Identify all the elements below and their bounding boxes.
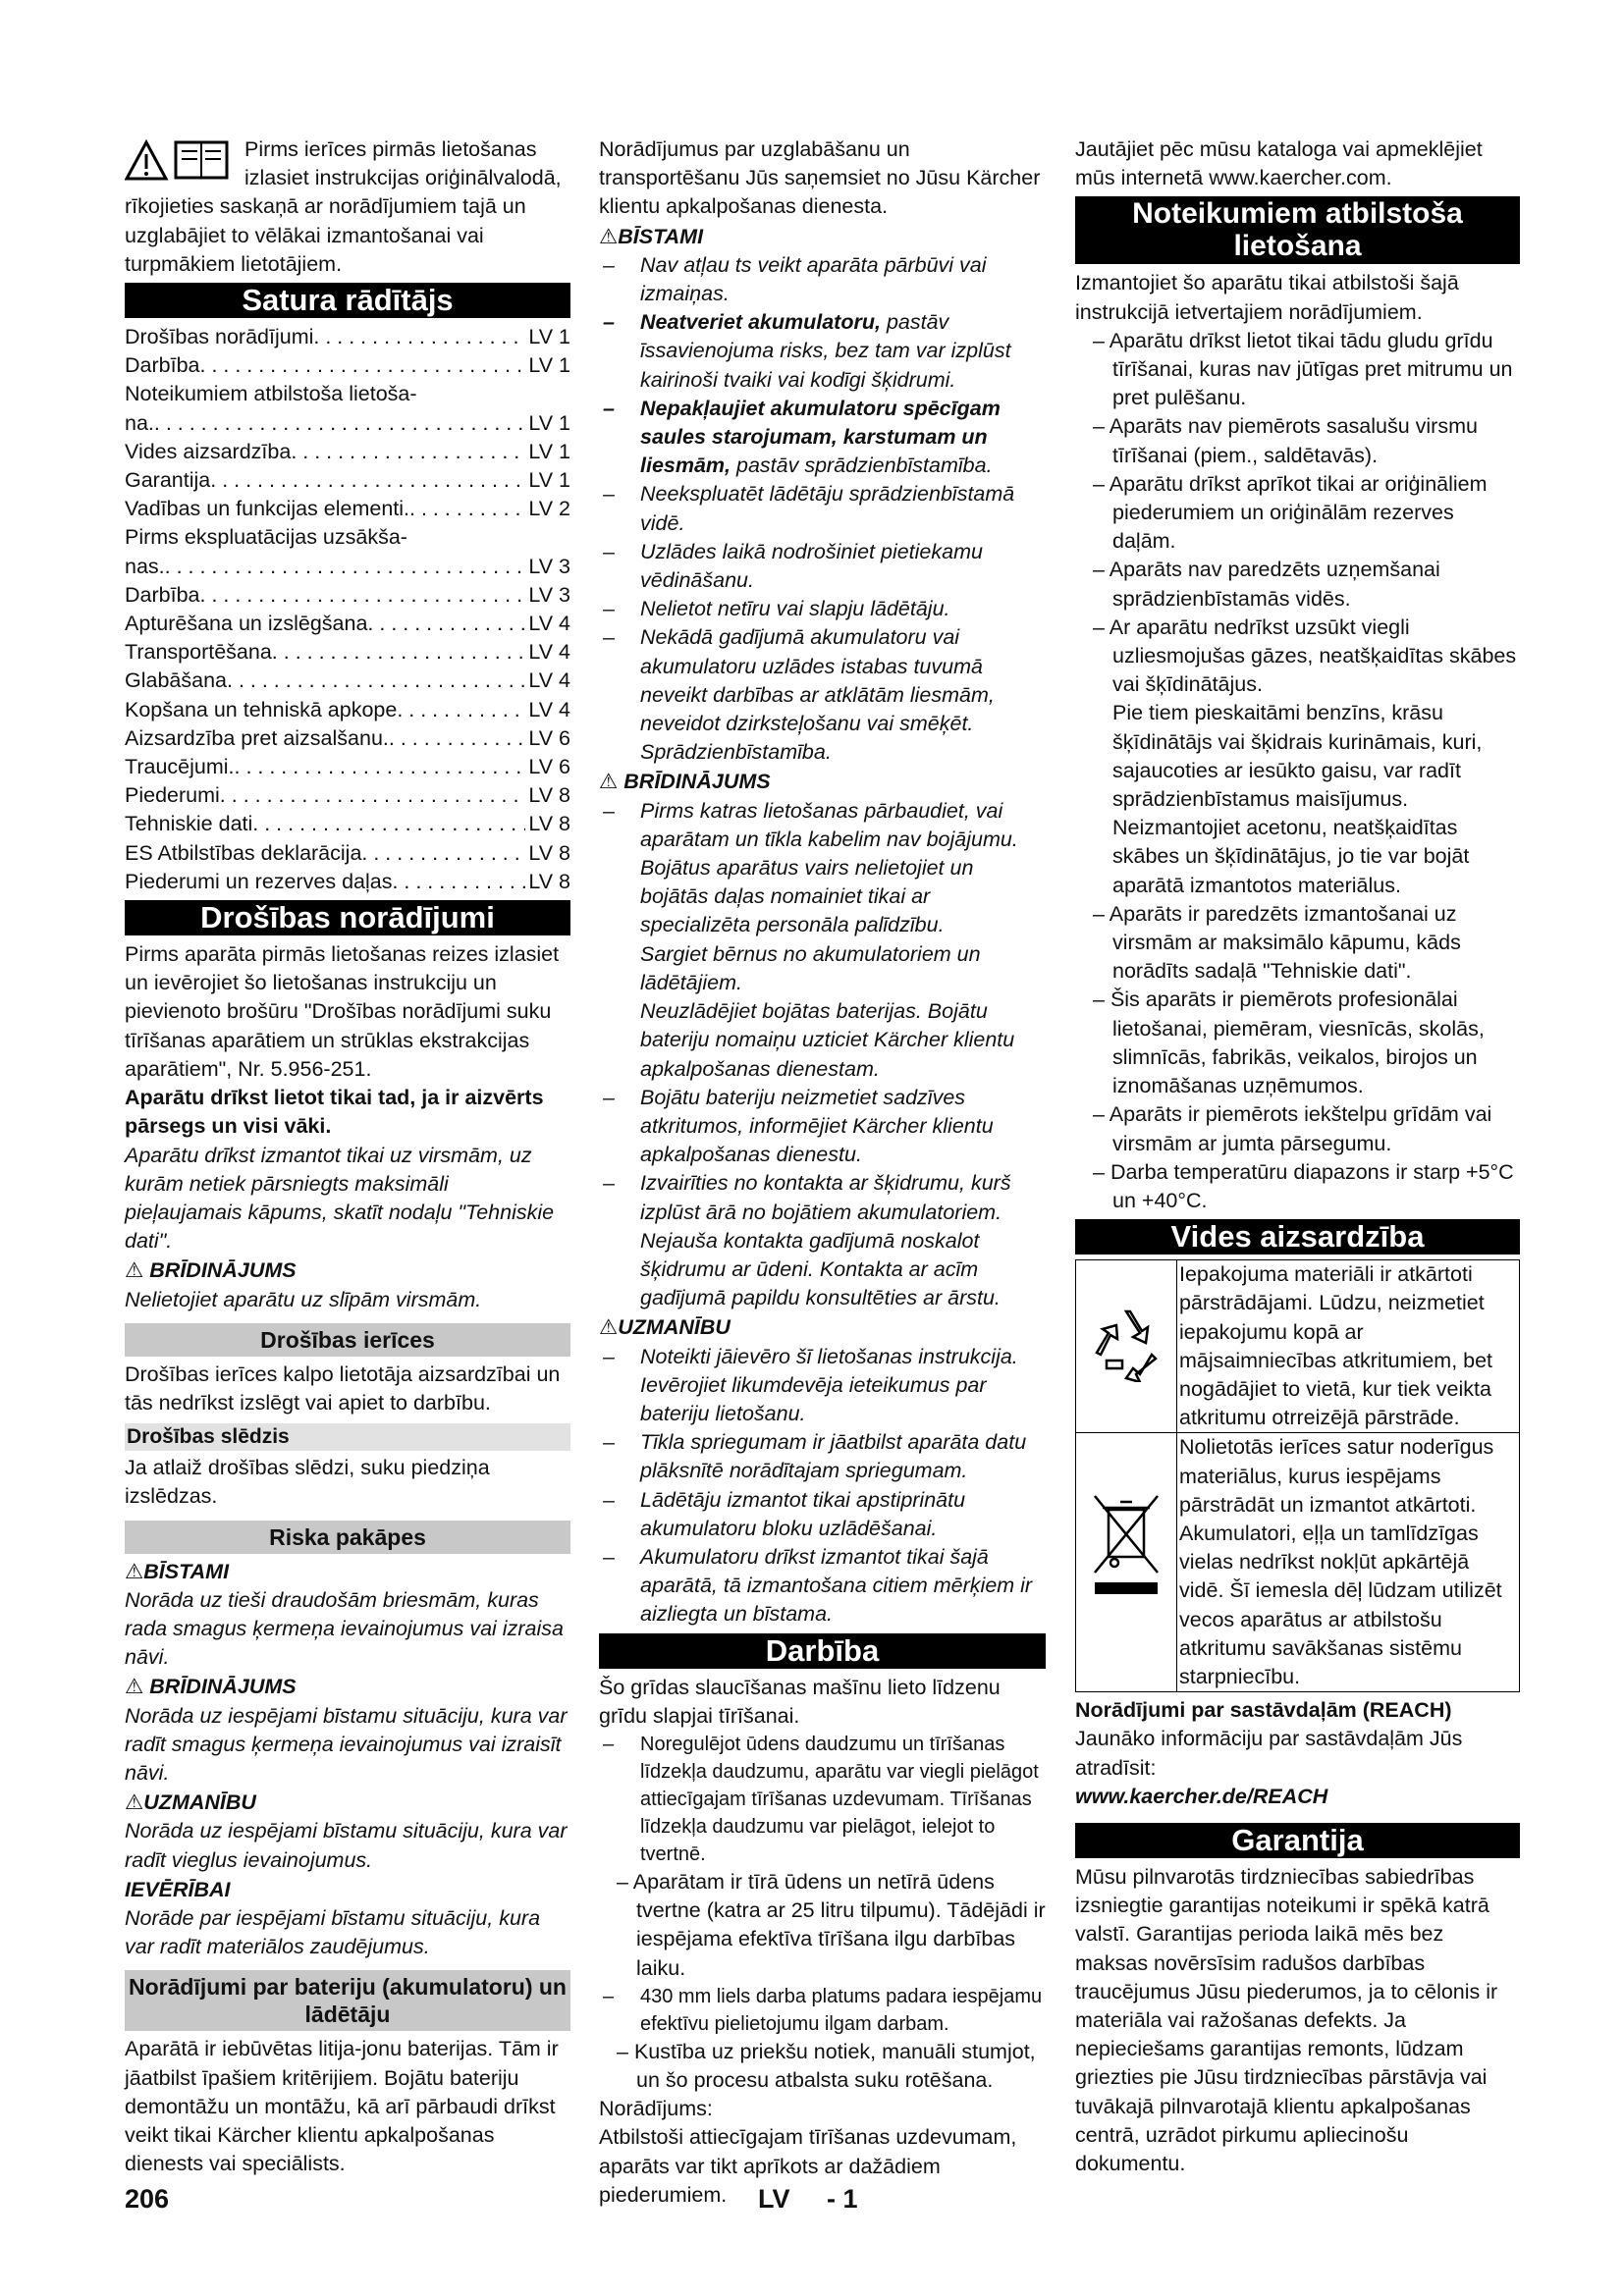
toc-item-label: Pirms ekspluatācijas uzsākša- bbox=[125, 525, 407, 550]
safety-paragraph: Pirms aparāta pirmās lietošanas reizes izlasiet un ievērojiet šo lietošanas instrukciju un pievienoto brošūru "Drošības norādījumi suku tīrīšanas aparātiem un strūklas ekstrakcijas aparātiem", Nr. 5.956-251. bbox=[125, 942, 560, 1081]
list-item: – Neekspluatēt lādētāju sprādzienbīstamā vidē. bbox=[599, 480, 1046, 537]
toc-item-page: LV 1 bbox=[528, 353, 570, 378]
list-item: – Izvairīties no kontakta ar šķidrumu, kurš izplūst ārā no bojātiem akumulatoriem. Nejauša kontakta gadījumā noskalot šķidrumu ar ūdeni. Kontakta ar acīm gadījumā papildu konsultēties ar ārstu. bbox=[599, 1169, 1046, 1312]
toc-dot-leader bbox=[200, 581, 526, 610]
toc-item-page: LV 4 bbox=[528, 697, 570, 721]
toc-item-page: LV 4 bbox=[528, 668, 570, 693]
toc-title: Satura rādītājs bbox=[125, 283, 570, 318]
toc-item-label: Drošības norādījumi bbox=[125, 325, 314, 349]
list-item: – Tīkla spriegumam ir jāatbilst aparāta datu plāksnītē norādītajam spriegumam. bbox=[599, 1428, 1046, 1485]
list-item bbox=[599, 308, 1046, 395]
toc-item-page: LV 8 bbox=[528, 840, 570, 865]
caution-signal: ⚠UZMANĪBU bbox=[599, 1315, 731, 1340]
toc-dot-leader bbox=[392, 868, 525, 896]
toc-item-page: LV 1 bbox=[528, 325, 570, 349]
list-item: – 430 mm liels darba platums padara iespējamu efektīvu pielietojumu ilgam darbam. bbox=[599, 1983, 1046, 2038]
operation-text: Šo grīdas slaucīšanas mašīnu lieto līdzenu grīdu slapjai tīrīšanai. bbox=[599, 1675, 1001, 1728]
page-number: 206 bbox=[125, 2184, 170, 2214]
danger-text: Norāda uz tieši draudošām briesmām, kuras rada smagus ķermeņa ievainojumus vai izraisa nāvi. bbox=[125, 1587, 564, 1670]
crossed-bin-icon bbox=[1076, 1433, 1177, 1692]
toc-item-label: nas. bbox=[125, 554, 165, 578]
toc-item-label: Piederumi un rezerves daļas bbox=[125, 869, 393, 893]
warning-triangle-icon: ⚠ bbox=[125, 1258, 144, 1283]
warning-triangle-icon: ⚠ bbox=[125, 1790, 144, 1815]
toc-item-page: LV 2 bbox=[528, 497, 570, 521]
operation-list bbox=[599, 1731, 1046, 1868]
toc-item[interactable] bbox=[125, 868, 570, 896]
toc-item-page: LV 1 bbox=[528, 468, 570, 493]
safety-slope-note: Aparātu drīkst izmantot tikai uz virsmām, uz kurām netiek pārsniegts maksimāli pieļaujamais kāpums, skatīt nodaļu "Tehniskie dati". bbox=[125, 1143, 555, 1254]
operation-title: Darbība bbox=[599, 1633, 1046, 1669]
toc-item-label: Vides aizsardzība bbox=[125, 439, 292, 463]
toc-item-page: LV 3 bbox=[528, 582, 570, 607]
list-item: – Nekādā gadījumā akumulatoru vai akumulatoru uzlādes istabas tuvumā neveikt darbības ar atklātām liesmām, neveidot dzirksteļošanu vai smēķēt. Sprādzienbīstamība. bbox=[599, 623, 1046, 767]
column-middle bbox=[599, 135, 1046, 2210]
note-text: Atbilstoši attiecīgajam tīrīšanas uzdevumam, aparāts var tikt aprīkots ar dažādiem piederumiem. bbox=[599, 2125, 1017, 2207]
battery-text: Aparātā ir iebūvētas litija-jonu baterijas. Tām ir jāatbilst īpašiem kritērijiem. Bojātu bateriju demontāžu un montāžu, kā arī pārbaudi drīkst veikt tikai Kärcher klientu apkalpošanas dienests vai speciālists. bbox=[125, 2037, 559, 2176]
warning-triangle-icon: ⚠ bbox=[599, 224, 619, 248]
list-item: – Pirms katras lietošanas pārbaudiet, vai aparātam un tīkla kabelim nav bojājumu. Bojātus aparātus vairs nelietojiet un bojātās daļas nomainiet tikai ar specializēta personāla palīdzību. bbox=[599, 797, 1046, 940]
warranty-title: Garantija bbox=[1075, 1823, 1520, 1858]
toc-item[interactable] bbox=[125, 753, 570, 781]
safety-cover-note: Aparātu drīkst lietot tikai tad, ja ir aizvērts pārsegs un visi vāki. bbox=[125, 1086, 544, 1139]
safety-devices-title: Drošības ierīces bbox=[125, 1323, 570, 1357]
toc-item-label: na. bbox=[125, 410, 154, 435]
catalog-note: Jautājiet pēc mūsu kataloga vai apmeklējiet mūs internetā www.kaercher.com. bbox=[1075, 137, 1483, 190]
toc-item-page: LV 1 bbox=[528, 410, 570, 435]
toc-item[interactable] bbox=[125, 610, 570, 638]
toc-item[interactable] bbox=[125, 495, 570, 523]
list-item: – Lādētāju izmantot tikai apstiprinātu akumulatoru bloku uzlādēšanai. bbox=[599, 1486, 1046, 1543]
toc-item-page: LV 8 bbox=[528, 783, 570, 808]
toc-item-label: Vadības un funkcijas elementi. bbox=[125, 497, 410, 521]
toc-dot-leader bbox=[235, 753, 526, 781]
list-item: – Aparātu drīkst aprīkot tikai ar oriģināliem piederumiem un oriģinālām rezerves daļām. bbox=[1075, 470, 1520, 557]
list-item: – Aparāts ir piemērots iekštelpu grīdām vai virsmām ar jumta pārsegumu. bbox=[1075, 1100, 1520, 1157]
list-item: – Nelietot netīru vai slapju lādētāju. bbox=[599, 595, 1046, 623]
intro-block bbox=[125, 135, 570, 279]
environment-title: Vides aizsardzība bbox=[1075, 1219, 1520, 1255]
list-item: – Bojātu bateriju neizmetiet sadzīves atkritumos, informējiet Kärcher klientu apkalpošanas dienestu. bbox=[599, 1084, 1046, 1170]
toc-item-page: LV 1 bbox=[528, 439, 570, 463]
safety-devices-text: Drošības ierīces kalpo lietotāja aizsardzībai un tās nedrīkst izslēgt vai apiet to darbību. bbox=[125, 1362, 561, 1415]
toc-dot-leader bbox=[200, 351, 526, 380]
reach-text: Jaunāko informāciju par sastāvdaļām Jūs atradīsit: bbox=[1075, 1727, 1463, 1780]
toc-item-label: Noteikumiem atbilstoša lietoša- bbox=[125, 382, 417, 406]
toc-item[interactable] bbox=[125, 380, 570, 408]
column-right bbox=[1075, 135, 1520, 2178]
toc-item-label: Transportēšana bbox=[125, 640, 272, 665]
toc-item-label: Piederumi bbox=[125, 783, 220, 808]
toc-item-label: Darbība bbox=[125, 353, 200, 378]
toc-item-label: ES Atbilstības deklarācija bbox=[125, 840, 362, 865]
toc-item-label: Garantija bbox=[125, 468, 211, 493]
list-item: – Uzlādes laikā nodrošiniet pietiekamu vēdināšanu. bbox=[599, 538, 1046, 595]
warning-signal: ⚠ BRĪDINĀJUMS bbox=[125, 1258, 297, 1283]
column-left bbox=[125, 135, 570, 2178]
toc-dot-leader bbox=[272, 638, 526, 667]
toc-item-label: Kopšana un tehniskā apkope bbox=[125, 697, 398, 721]
caution-list bbox=[599, 1343, 1046, 1629]
toc-item[interactable] bbox=[125, 581, 570, 610]
list-item-continued: Sargiet bērnus no akumulatoriem un lādētājiem. bbox=[640, 941, 981, 994]
warning-manual-icon bbox=[125, 139, 239, 183]
toc-item[interactable] bbox=[125, 523, 570, 552]
recycle-icon bbox=[1076, 1260, 1177, 1433]
list-item: – Kustība uz priekšu notiek, manuāli stumjot, un šo procesu atbalsta suku rotēšana. bbox=[599, 2038, 1046, 2095]
packaging-text: Iepakojuma materiāli ir atkārtoti pārstrādājami. Lūdzu, neizmetiet iepakojumu kopā ar mājsaimniecības atkritumiem, bet nogādājiet to vietā, kur tiek veikta atkritumu otrreizējā pārstrāde. bbox=[1177, 1260, 1520, 1433]
toc-item-label: Darbība bbox=[125, 582, 200, 607]
safety-switch-text: Ja atlaiž drošības slēdzi, suku piedziņa izslēdzas. bbox=[125, 1456, 490, 1509]
proper-use-list bbox=[1075, 327, 1520, 700]
list-item: – Aparātu drīkst lietot tikai tādu gludu grīdu tīrīšanai, kuras nav jūtīgas pret mitrumu un pret pulēšanu. bbox=[1075, 327, 1520, 413]
toc-dot-leader bbox=[397, 696, 525, 724]
toc-item[interactable] bbox=[125, 667, 570, 695]
toc-item[interactable] bbox=[125, 553, 570, 581]
toc-item-label: Traucējumi. bbox=[125, 755, 235, 779]
operation-list bbox=[599, 2038, 1046, 2095]
warning-signal: ⚠ BRĪDINĀJUMS bbox=[599, 770, 771, 794]
list-item-continued: Pie tiem pieskaitāmi benzīns, krāsu šķīdinātājs vai šķidrais kurināmais, kuri, sajaucoties ar iesūkto gaisu, var radīt sprādzienbīstamus maisījumus. Neizmantojiet acetonu, neatšķaidītas skābes un šķīdinātājus, jo tie var bojāt aparātā izmantotos materiālus. bbox=[1112, 701, 1483, 897]
warning-triangle-icon: ⚠ bbox=[125, 1559, 144, 1583]
toc-item-label: Tehniskie dati bbox=[125, 812, 253, 836]
warranty-text: Mūsu pilnvarotās tirdzniecības sabiedrības izsniegtie garantijas noteikumi ir spēkā katrā valstī. Garantijas perioda laikā mēs bez maksas novērsīsim radušos darbības traucējumus Jūsu piederumos, ja to cēlonis ir materiāla vai ražošanas defekts. Ja nepieciešams garantijas remonts, lūdzam griezties pie Jūsu tirdzniecības pārstāvja vai tuvākajā pilnvarotajā klientu apkalpošanas centrā, uzrādot pirkumu apliecinošu dokumentu. bbox=[1075, 1864, 1498, 2175]
list-item-text: pastāv īssavienojuma risks, bez tam var izplūst kairinoši tvaiki vai kodīgi šķidrumi. bbox=[640, 310, 1011, 392]
list-item: – Aparāts ir paredzēts izmantošanai uz virsmām ar maksimālo kāpumu, kāds norādīts sadaļā "Tehniskie dati". bbox=[1075, 900, 1520, 987]
list-item bbox=[599, 395, 1046, 481]
toc-item-label: Apturēšana un izslēgšana bbox=[125, 612, 368, 636]
list-item: – Noteikti jāievēro šī lietošanas instrukcija. Ievērojiet likumdevēja ieteikumus par bateriju lietošanu. bbox=[599, 1343, 1046, 1429]
list-item: – Ar aparātu nedrīkst uzsūkt viegli uzliesmojušas gāzes, neatšķaidītas skābes vai šķīdinātājus. bbox=[1075, 614, 1520, 700]
danger-signal: ⚠BĪSTAMI bbox=[125, 1559, 230, 1583]
toc-item[interactable] bbox=[125, 351, 570, 380]
toc-item-page: LV 6 bbox=[528, 725, 570, 750]
toc-dot-leader bbox=[220, 781, 526, 810]
toc-dot-leader bbox=[409, 495, 525, 523]
toc-item-label: Aizsardzība pret aizsalšanu. bbox=[125, 725, 389, 750]
list-item: – Aparātam ir tīrā ūdens un netīrā ūdens tvertne (katra ar 25 litru tilpumu). Tādējādi ir iespējama efektīva tīrīšana ilgu darbības laiku. bbox=[599, 1868, 1046, 1983]
warning-signal: ⚠ BRĪDINĀJUMS bbox=[125, 1675, 297, 1699]
operation-list bbox=[599, 1868, 1046, 1983]
toc-item-page: LV 8 bbox=[528, 812, 570, 836]
toc-dot-leader bbox=[252, 810, 525, 838]
toc-item-label: Glabāšana bbox=[125, 668, 227, 693]
danger-signal: ⚠BĪSTAMI bbox=[599, 224, 704, 248]
footer-language: LV - 1 bbox=[758, 2184, 858, 2214]
toc-item[interactable] bbox=[125, 323, 570, 351]
toc-dot-leader bbox=[154, 409, 525, 438]
list-item: – Darba temperatūru diapazons ir starp +5°C un +40°C. bbox=[1075, 1158, 1520, 1215]
warning-triangle-icon: ⚠ bbox=[599, 1315, 619, 1340]
warning-text: Nelietojiet aparātu uz slīpām virsmām. bbox=[125, 1287, 482, 1311]
warning-text: Norāda uz iespējami bīstamu situāciju, kura var radīt smagus ķermeņa ievainojumus vai izraisīt nāvi. bbox=[125, 1703, 568, 1785]
toc-item-page: LV 6 bbox=[528, 755, 570, 779]
reach-title: Norādījumi par sastāvdaļām (REACH) bbox=[1075, 1698, 1452, 1723]
table-row bbox=[1076, 1433, 1520, 1692]
list-item: – Nav atļau ts veikt aparāta pārbūvi vai izmaiņas. bbox=[599, 251, 1046, 308]
list-item: – Noregulējot ūdens daudzumu un tīrīšanas līdzekļa daudzumu, aparātu var viegli pielāgot attiecīgajam tīrīšanas uzdevumam. Tīrīšanas līdzekļa daudzumu var pielāgot, ielejot to tvertnē. bbox=[599, 1731, 1046, 1868]
safety-title: Drošības norādījumi bbox=[125, 900, 570, 935]
list-item-text: Nepakļaujiet akumulatoru spēcīgam saules starojumam, karstumam un liesmām, bbox=[640, 396, 1001, 478]
toc-dot-leader bbox=[227, 667, 525, 695]
toc-item[interactable] bbox=[125, 638, 570, 667]
toc-item-page: LV 3 bbox=[528, 554, 570, 578]
list-item-continued: Neuzlādējiet bojātas baterijas. Bojātu bateriju nomaiņu uzticiet Kärcher klientu apkalpošanas dienestam. bbox=[640, 999, 1015, 1081]
warning-list bbox=[599, 1084, 1046, 1313]
toc-item[interactable] bbox=[125, 696, 570, 724]
toc-dot-leader bbox=[291, 438, 525, 466]
toc-dot-leader bbox=[361, 839, 525, 868]
toc-item[interactable] bbox=[125, 810, 570, 838]
toc-item[interactable] bbox=[125, 466, 570, 495]
warning-list bbox=[599, 797, 1046, 940]
proper-use-list bbox=[1075, 900, 1520, 1215]
toc-dot-leader bbox=[165, 553, 526, 581]
toc-item[interactable] bbox=[125, 839, 570, 868]
operation-list bbox=[599, 1983, 1046, 2038]
danger-list bbox=[599, 251, 1046, 768]
toc-item[interactable] bbox=[125, 781, 570, 810]
toc-dot-leader bbox=[367, 610, 525, 638]
environment-table bbox=[1075, 1259, 1520, 1692]
toc-item[interactable] bbox=[125, 409, 570, 438]
caution-text: Norāda uz iespējami bīstamu situāciju, kura var radīt vieglus ievainojumus. bbox=[125, 1819, 568, 1872]
toc-item-page: LV 4 bbox=[528, 612, 570, 636]
list-item: – Aparāts nav piemērots sasalušu virsmu tīrīšanai (piem., saldētavās). bbox=[1075, 412, 1520, 469]
proper-use-text: Izmantojiet šo aparātu tikai atbilstoši šajā instrukcijā ietvertajiem norādījumiem. bbox=[1075, 271, 1459, 324]
toc-item[interactable] bbox=[125, 438, 570, 466]
notice-signal: IEVĒRĪBAI bbox=[125, 1877, 231, 1901]
disposal-text: Nolietotās ierīces satur noderīgus materiālus, kurus iespējams pārstrādāt un izmantot atkārtoti. Akumulatori, eļļa un tamlīdzīgas vielas nedrīkst nokļūt apkārtējā vidē. Šī iemesla dēļ lūdzam utilizēt vecos aparātus ar atbilstošu atkritumu savākšanas sistēmu starpniecību. bbox=[1177, 1433, 1520, 1692]
toc-dot-leader bbox=[389, 724, 525, 753]
safety-switch-title: Drošības slēdzis bbox=[125, 1423, 570, 1451]
toc-dot-leader bbox=[210, 466, 525, 495]
warning-triangle-icon: ⚠ bbox=[125, 1675, 144, 1699]
table-of-contents bbox=[125, 323, 570, 896]
table-row bbox=[1076, 1260, 1520, 1433]
notice-text: Norāde par iespējami bīstamu situāciju, kura var radīt materiālos zaudējumus. bbox=[125, 1905, 541, 1959]
battery-title: Norādījumi par bateriju (akumulatoru) un lādētāju bbox=[125, 1970, 570, 2031]
toc-item-page: LV 4 bbox=[528, 640, 570, 665]
proper-use-title: Noteikumiem atbilstoša lietošana bbox=[1075, 196, 1520, 264]
risk-levels-title: Riska pakāpes bbox=[125, 1521, 570, 1554]
toc-item[interactable] bbox=[125, 724, 570, 753]
list-item: – Akumulatoru drīkst izmantot tikai šajā aparātā, tā izmantošana citiem mērķiem ir aizliegta un bīstama. bbox=[599, 1543, 1046, 1629]
list-item-text: Neatveriet akumulatoru, bbox=[640, 310, 881, 335]
storage-note: Norādījumus par uzglabāšanu un transportēšanu Jūs saņemsiet no Jūsu Kärcher klientu apkalpošanas dienesta. bbox=[599, 137, 1041, 219]
list-item: – Šis aparāts ir piemērots profesionālai lietošanai, piemēram, viesnīcās, skolās, slimnīcās, fabrikās, veikalos, birojos un iznomāšanas uzņēmumos. bbox=[1075, 986, 1520, 1100]
note-label: Norādījums: bbox=[599, 2097, 713, 2121]
toc-item-page: LV 8 bbox=[528, 869, 570, 893]
list-item-text: pastāv sprādzienbīstamība. bbox=[736, 454, 993, 478]
list-item: – Aparāts nav paredzēts uzņemšanai sprādzienbīstamās vidēs. bbox=[1075, 556, 1520, 613]
intro-text: Pirms ierīces pirmās lietošanas izlasiet instrukcijas oriģinālvalodā, rīkojieties saskaņā ar norādījumiem tajā un uzglabājiet to vēlākai izmantošanai vai turpmākiem lietotājiem. bbox=[125, 137, 562, 276]
toc-dot-leader bbox=[313, 323, 525, 351]
caution-signal: ⚠UZMANĪBU bbox=[125, 1790, 256, 1815]
reach-link[interactable]: www.kaercher.de/REACH bbox=[1075, 1784, 1328, 1808]
warning-triangle-icon: ⚠ bbox=[599, 770, 619, 794]
